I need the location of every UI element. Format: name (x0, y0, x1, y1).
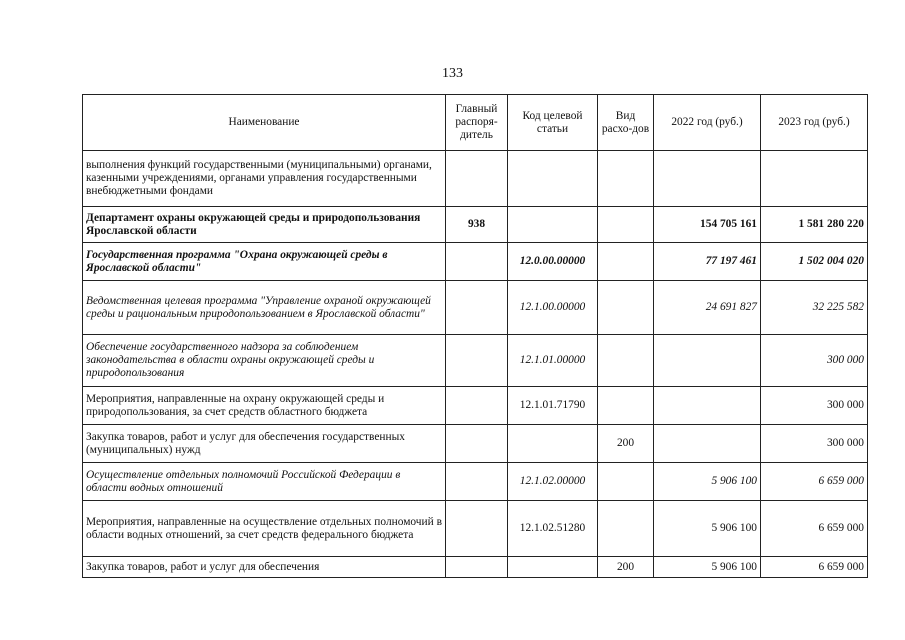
row-name: Ведомственная целевая программа "Управление охраной окружающей среды и рациональным природопользованием в Ярославской области" (83, 281, 446, 335)
table-row (83, 243, 868, 281)
row-type (598, 387, 654, 425)
row-type (598, 501, 654, 557)
header-year-2023: 2023 год (руб.) (761, 95, 868, 151)
row-2023: 6 659 000 (761, 557, 868, 578)
table-row (83, 463, 868, 501)
row-name: Государственная программа "Охрана окружающей среды в Ярославской области" (83, 243, 446, 281)
row-manager (446, 387, 508, 425)
header-row (83, 95, 868, 151)
budget-table (82, 94, 868, 578)
row-manager (446, 501, 508, 557)
row-manager (446, 281, 508, 335)
row-manager (446, 151, 508, 207)
row-code: 12.0.00.00000 (508, 243, 598, 281)
row-code (508, 425, 598, 463)
row-name: выполнения функций государственными (муниципальными) органами, казенными учреждениями, органами управления государственными внебюджетными фондами (83, 151, 446, 207)
row-manager: 938 (446, 207, 508, 243)
row-name: Департамент охраны окружающей среды и природопользования Ярославской области (83, 207, 446, 243)
row-name: Обеспечение государственного надзора за соблюдением законодательства в области охраны окружающей среды и природопользования (83, 335, 446, 387)
header-year-2022: 2022 год (руб.) (654, 95, 761, 151)
table-row (83, 151, 868, 207)
table-row (83, 207, 868, 243)
row-manager (446, 335, 508, 387)
table-row (83, 501, 868, 557)
row-type (598, 151, 654, 207)
row-2022: 77 197 461 (654, 243, 761, 281)
row-code: 12.1.02.00000 (508, 463, 598, 501)
row-2023: 300 000 (761, 425, 868, 463)
row-code (508, 557, 598, 578)
row-type: 200 (598, 557, 654, 578)
table-row (83, 557, 868, 578)
row-2022 (654, 387, 761, 425)
row-name: Закупка товаров, работ и услуг для обеспечения (83, 557, 446, 578)
row-manager (446, 557, 508, 578)
row-name: Мероприятия, направленные на осуществление отдельных полномочий в области водных отношений, за счет средств федерального бюджета (83, 501, 446, 557)
row-code: 12.1.00.00000 (508, 281, 598, 335)
row-2023: 6 659 000 (761, 501, 868, 557)
row-type (598, 335, 654, 387)
header-expense-type: Вид расхо-дов (598, 95, 654, 151)
row-2023 (761, 151, 868, 207)
row-2023: 32 225 582 (761, 281, 868, 335)
row-type: 200 (598, 425, 654, 463)
table-row (83, 335, 868, 387)
page-number: 133 (442, 66, 463, 81)
row-2022 (654, 151, 761, 207)
table-row (83, 281, 868, 335)
row-code: 12.1.02.51280 (508, 501, 598, 557)
row-name: Закупка товаров, работ и услуг для обеспечения государственных (муниципальных) нужд (83, 425, 446, 463)
row-2023: 1 581 280 220 (761, 207, 868, 243)
row-2022: 24 691 827 (654, 281, 761, 335)
row-name: Осуществление отдельных полномочий Российской Федерации в области водных отношений (83, 463, 446, 501)
header-target-code: Код целевой статьи (508, 95, 598, 151)
row-2022 (654, 335, 761, 387)
row-type (598, 243, 654, 281)
row-2022: 154 705 161 (654, 207, 761, 243)
header-name: Наименование (83, 95, 446, 151)
row-2023: 1 502 004 020 (761, 243, 868, 281)
table-row (83, 387, 868, 425)
row-2022: 5 906 100 (654, 501, 761, 557)
row-manager (446, 243, 508, 281)
row-code: 12.1.01.00000 (508, 335, 598, 387)
row-2023: 300 000 (761, 335, 868, 387)
row-2022: 5 906 100 (654, 463, 761, 501)
row-code (508, 151, 598, 207)
row-code (508, 207, 598, 243)
table-row (83, 425, 868, 463)
row-manager (446, 425, 508, 463)
row-code: 12.1.01.71790 (508, 387, 598, 425)
row-type (598, 281, 654, 335)
header-main-manager: Главный распоря-дитель (446, 95, 508, 151)
row-2023: 6 659 000 (761, 463, 868, 501)
row-manager (446, 463, 508, 501)
row-type (598, 207, 654, 243)
row-2022 (654, 425, 761, 463)
row-2022: 5 906 100 (654, 557, 761, 578)
row-type (598, 463, 654, 501)
row-name: Мероприятия, направленные на охрану окружающей среды и природопользования, за счет средств областного бюджета (83, 387, 446, 425)
row-2023: 300 000 (761, 387, 868, 425)
